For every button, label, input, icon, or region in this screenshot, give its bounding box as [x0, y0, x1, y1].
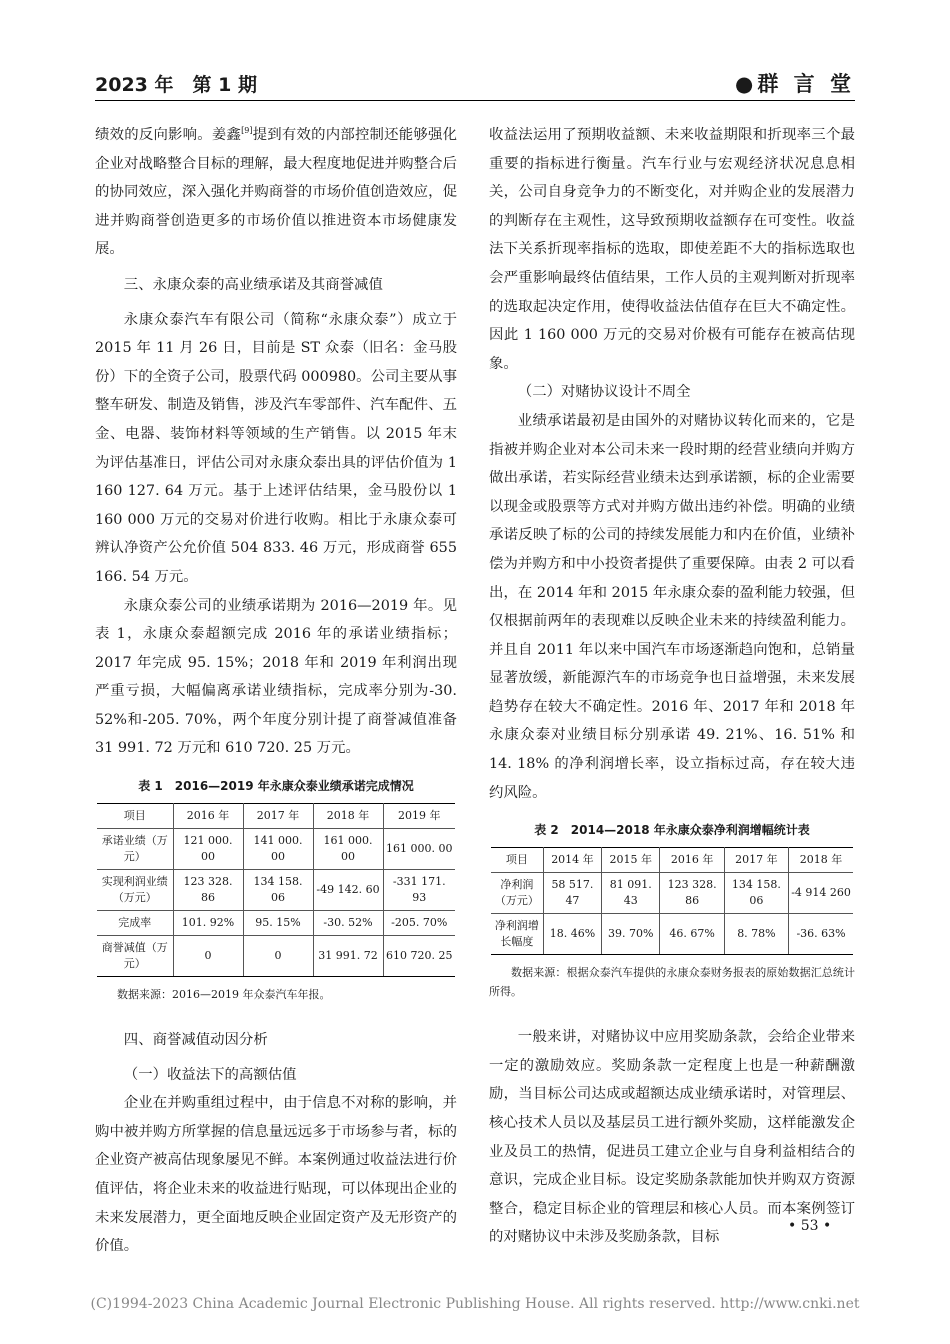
table2 — [491, 847, 853, 955]
table2-caption: 表 2 2014—2018 年永康众泰净利润增幅统计表 — [534, 823, 810, 838]
table1 — [97, 803, 455, 977]
table2-source: 数据来源：根据众泰汽车提供的永康众泰财务报表的原始数据汇总统计所得。 — [489, 966, 855, 999]
page-header — [95, 66, 855, 98]
table-header: 项目 — [97, 804, 173, 829]
paragraph-4: 企业在并购重组过程中，由于信息不对称的影响，并购中被并购方所掌握的信息量远远多于市场参与者，标的企业资产被高估现象屡见不鲜。本案例通过收益法进行价值评估，将企业未来的收益进行贴现，可以体现出企业的未来发展潜力，更全面地反映企业固定资产及无形资产的价值。 — [95, 1095, 457, 1255]
table-header: 2015 年 — [602, 848, 660, 873]
table-row: 完成率 101. 92% 95. 15% -30. 52% -205. 70% — [97, 911, 455, 936]
subsection-heading-1: （一）收益法下的高额估值 — [123, 1066, 297, 1083]
table-header: 2017 年 — [243, 804, 313, 829]
table-header: 2019 年 — [383, 804, 455, 829]
subsection-heading-2: （二）对赌协议设计不周全 — [517, 384, 691, 401]
table-row: 净利润增长幅度 18. 46% 39. 70% 46. 67% 8. 78% -36. 63% — [491, 914, 853, 955]
table-row: 承诺业绩（万元） 121 000. 00 141 000. 00 161 000. 00 161 000. 00 — [97, 829, 455, 870]
journal-issue: 2023 年 第 1 期 — [95, 74, 257, 96]
table-header: 2017 年 — [724, 848, 788, 873]
right-column — [489, 121, 855, 1252]
table-header: 2014 年 — [543, 848, 601, 873]
paragraph-1: 绩效的反向影响。姜鑫[9]提到有效的内部控制还能够强化企业对战略整合目标的理解，最大程度地促进并购整合后的协同效应，深入强化并购商誉的市场价值创造效应，促进并购商誉创造更多的市场价值以推进资本市场健康发展。 — [95, 126, 457, 258]
paragraph-2: 永康众泰汽车有限公司（简称“永康众泰”）成立于 2015 年 11 月 26 日，目前是 ST 众泰（旧名：金马股份）下的全资子公司，股票代码 000980。公司主要从事整车研发、制造及销售，涉及汽车零部件、汽车配件、五金、电器、装饰材料等领域的生产销售。以 2015 年末为评估基准日，评估公司对永康众泰出具的评估价值为 1 160 127. 64 万元。基于上述评估结果，金马股份以 1 160 000 万元的交易对价进行收购。相比于永康众泰可辨认净资产公允价值 504 833. 46 万元，形成商誉 655 166. 54 万元。 — [95, 311, 457, 585]
citation-ref: [9] — [241, 126, 253, 136]
table1-source: 数据来源：2016—2019 年众泰汽车年报。 — [117, 988, 331, 1002]
table-row: 实现利润业绩（万元） 123 328. 86 134 158. 06 -49 142. 60 -331 171. 93 — [97, 870, 455, 911]
table-header: 2016 年 — [173, 804, 243, 829]
paragraph-5: 收益法运用了预期收益额、未来收益期限和折现率三个最重要的指标进行衡量。汽车行业与宏观经济状况息息相关，公司自身竞争力的不断变化，对并购企业的发展潜力的判断存在主观性，这导致预期收益额存在可变性。收益法下关系折现率指标的选取，即使差距不大的指标选取也会严重影响最终估值结果，工作人员的主观判断对折现率的选取起决定作用，使得收益法估值存在巨大不确定性。因此 1 160 000 万元的交易对价极有可能存在被高估现象。 — [489, 127, 855, 372]
table-header: 项目 — [491, 848, 543, 873]
header-rule — [95, 100, 855, 101]
section-heading-3: 三、永康众泰的高业绩承诺及其商誉减值 — [123, 276, 383, 293]
table-header: 2018 年 — [313, 804, 383, 829]
paragraph-3: 永康众泰公司的业绩承诺期为 2016—2019 年。见表 1，永康众泰超额完成 2016 年的承诺业绩指标；2017 年完成 95. 15%；2018 年和 2019 年利润出现严重亏损，大幅偏离承诺业绩指标，完成率分别为-30. 52%和-205. 70%，两个年度分别计提了商誉减值准备 31 991. 72 万元和 610 720. 25 万元。 — [95, 597, 457, 757]
paragraph-6: 业绩承诺最初是由国外的对赌协议转化而来的，它是指被并购企业对本公司未来一段时期的经营业绩向并购方做出承诺，若实际经营业绩未达到承诺额，标的企业需要以现金或股票等方式对并购方做出违约补偿。明确的业绩承诺反映了标的公司的持续发展能力和内在价值，业绩补偿为并购方和中小投资者提供了重要保障。由表 2 可以看出，在 2014 年和 2015 年永康众泰的盈利能力较强，但仅根据前两年的表现难以反映企业未来的持续盈利能力。并且自 2011 年以来中国汽车市场逐渐趋向饱和，总销量显著放缓，新能源汽车的市场竞争也日益增强，未来发展趋势存在较大不确定性。2016 年、2017 年和 2018 年永康众泰对业绩目标分别承诺 49. 21%、16. 51% 和 14. 18% 的净利润增长率，设立指标过高，存在较大违约风险。 — [489, 412, 855, 801]
column-title: ●群 言 堂 — [735, 72, 855, 96]
table-header: 2016 年 — [660, 848, 724, 873]
section-heading-4: 四、商誉减值动因分析 — [123, 1032, 268, 1049]
table-header: 2018 年 — [789, 848, 853, 873]
table-row: 商誉减值（万元） 0 0 31 991. 72 610 720. 25 — [97, 936, 455, 977]
left-column — [95, 121, 457, 1261]
table1-caption: 表 1 2016—2019 年永康众泰业绩承诺完成情况 — [138, 779, 414, 794]
table-row: 净利润（万元） 58 517. 47 81 091. 43 123 328. 86 134 158. 06 -4 914 260 — [491, 873, 853, 914]
page-number: • 53 • — [788, 1218, 832, 1234]
paragraph-7: 一般来讲，对赌协议中应用奖励条款，会给企业带来一定的激励效应。奖励条款一定程度上也是一种薪酬激励，当目标公司达成或超额达成业绩承诺时，对管理层、核心技术人员以及基层员工进行额外奖励，这样能激发企业及员工的热情，促进员工建立企业与自身利益相结合的意识，完成企业目标。设定奖励条款能加快并购双方资源整合，稳定目标企业的管理层和核心人员。而本案例签订的对赌协议中未涉及奖励条款，目标 — [489, 1029, 855, 1246]
copyright-footer: (C)1994-2023 China Academic Journal Electronic Publishing House. All rights reserved. http://www.cnki.net — [90, 1296, 860, 1312]
